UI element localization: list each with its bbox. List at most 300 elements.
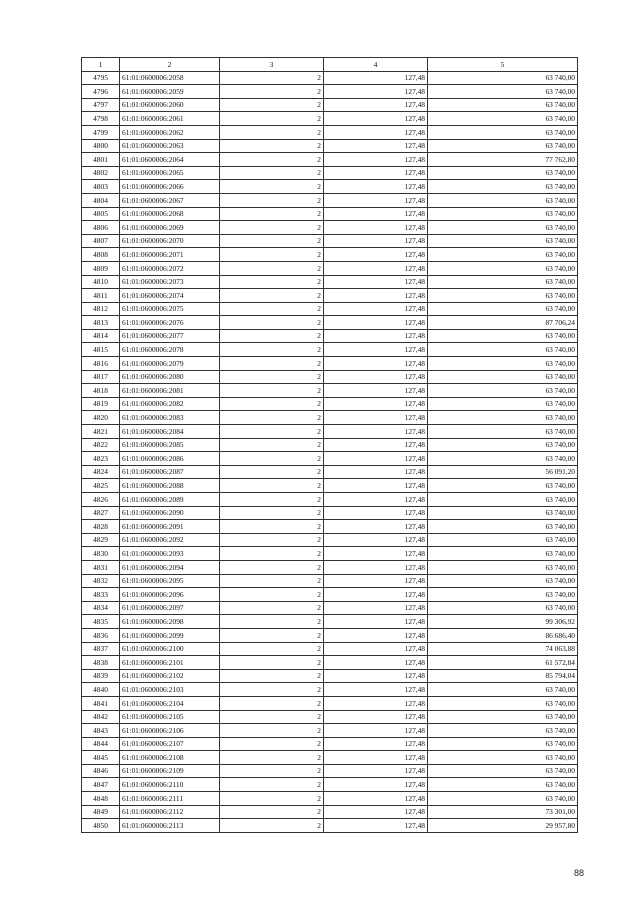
cadastral-number-cell: 61:01:0600006:2069 <box>120 221 220 235</box>
col4-value-cell: 127,48 <box>324 207 428 221</box>
table-row <box>82 411 578 425</box>
cadastral-number-cell: 61:01:0600006:2108 <box>120 751 220 765</box>
col4-value-cell: 127,48 <box>324 669 428 683</box>
amount-cell: 63 740,00 <box>428 71 578 85</box>
col3-value-cell: 2 <box>220 193 324 207</box>
table-row <box>82 724 578 738</box>
col4-value-cell: 127,48 <box>324 302 428 316</box>
row-number-cell: 4809 <box>82 261 120 275</box>
col3-value-cell: 2 <box>220 125 324 139</box>
row-number-cell: 4829 <box>82 533 120 547</box>
col4-value-cell: 127,48 <box>324 452 428 466</box>
row-number-cell: 4797 <box>82 98 120 112</box>
row-number-cell: 4832 <box>82 574 120 588</box>
col4-value-cell: 127,48 <box>324 139 428 153</box>
row-number-cell: 4840 <box>82 683 120 697</box>
col4-value-cell: 127,48 <box>324 737 428 751</box>
row-number-cell: 4847 <box>82 778 120 792</box>
cadastral-number-cell: 61:01:0600006:2064 <box>120 153 220 167</box>
table-row <box>82 166 578 180</box>
col3-value-cell: 2 <box>220 112 324 126</box>
table-row <box>82 656 578 670</box>
col4-value-cell: 127,48 <box>324 751 428 765</box>
column-header-1: 1 <box>82 58 120 72</box>
row-number-cell: 4845 <box>82 751 120 765</box>
amount-cell: 63 740,00 <box>428 452 578 466</box>
col4-value-cell: 127,48 <box>324 628 428 642</box>
amount-cell: 63 740,00 <box>428 574 578 588</box>
header-row <box>82 58 578 72</box>
col4-value-cell: 127,48 <box>324 710 428 724</box>
row-number-cell: 4827 <box>82 506 120 520</box>
col3-value-cell: 2 <box>220 506 324 520</box>
table-row <box>82 778 578 792</box>
col3-value-cell: 2 <box>220 805 324 819</box>
amount-cell: 85 794,04 <box>428 669 578 683</box>
table-row <box>82 696 578 710</box>
table-row <box>82 493 578 507</box>
row-number-cell: 4817 <box>82 370 120 384</box>
amount-cell: 63 740,00 <box>428 343 578 357</box>
amount-cell: 63 740,00 <box>428 710 578 724</box>
row-number-cell: 4815 <box>82 343 120 357</box>
table-row <box>82 669 578 683</box>
col4-value-cell: 127,48 <box>324 588 428 602</box>
row-number-cell: 4843 <box>82 724 120 738</box>
col4-value-cell: 127,48 <box>324 343 428 357</box>
cadastral-number-cell: 61:01:0600006:2065 <box>120 166 220 180</box>
cadastral-number-cell: 61:01:0600006:2106 <box>120 724 220 738</box>
row-number-cell: 4824 <box>82 465 120 479</box>
cadastral-number-cell: 61:01:0600006:2068 <box>120 207 220 221</box>
row-number-cell: 4823 <box>82 452 120 466</box>
cadastral-number-cell: 61:01:0600006:2080 <box>120 370 220 384</box>
cadastral-number-cell: 61:01:0600006:2075 <box>120 302 220 316</box>
table-row <box>82 438 578 452</box>
amount-cell: 63 740,00 <box>428 397 578 411</box>
amount-cell: 63 740,00 <box>428 493 578 507</box>
col3-value-cell: 2 <box>220 778 324 792</box>
col4-value-cell: 127,48 <box>324 615 428 629</box>
col3-value-cell: 2 <box>220 343 324 357</box>
table-body <box>82 71 578 832</box>
col3-value-cell: 2 <box>220 411 324 425</box>
cadastral-number-cell: 61:01:0600006:2079 <box>120 357 220 371</box>
table-row <box>82 642 578 656</box>
amount-cell: 63 740,00 <box>428 248 578 262</box>
amount-cell: 73 301,00 <box>428 805 578 819</box>
table-row <box>82 139 578 153</box>
amount-cell: 63 740,00 <box>428 289 578 303</box>
col4-value-cell: 127,48 <box>324 574 428 588</box>
col4-value-cell: 127,48 <box>324 425 428 439</box>
amount-cell: 63 740,00 <box>428 683 578 697</box>
table-row <box>82 71 578 85</box>
col4-value-cell: 127,48 <box>324 520 428 534</box>
table-row <box>82 506 578 520</box>
col4-value-cell: 127,48 <box>324 560 428 574</box>
column-header-5: 5 <box>428 58 578 72</box>
col3-value-cell: 2 <box>220 438 324 452</box>
amount-cell: 63 740,00 <box>428 520 578 534</box>
col3-value-cell: 2 <box>220 98 324 112</box>
col3-value-cell: 2 <box>220 642 324 656</box>
cadastral-number-cell: 61:01:0600006:2059 <box>120 85 220 99</box>
row-number-cell: 4836 <box>82 628 120 642</box>
col3-value-cell: 2 <box>220 207 324 221</box>
col4-value-cell: 127,48 <box>324 98 428 112</box>
col3-value-cell: 2 <box>220 574 324 588</box>
col3-value-cell: 2 <box>220 588 324 602</box>
row-number-cell: 4808 <box>82 248 120 262</box>
col3-value-cell: 2 <box>220 493 324 507</box>
table-row <box>82 520 578 534</box>
amount-cell: 63 740,00 <box>428 547 578 561</box>
cadastral-number-cell: 61:01:0600006:2071 <box>120 248 220 262</box>
cadastral-number-cell: 61:01:0600006:2088 <box>120 479 220 493</box>
cadastral-number-cell: 61:01:0600006:2091 <box>120 520 220 534</box>
row-number-cell: 4819 <box>82 397 120 411</box>
row-number-cell: 4798 <box>82 112 120 126</box>
row-number-cell: 4812 <box>82 302 120 316</box>
amount-cell: 63 740,00 <box>428 98 578 112</box>
table-row <box>82 180 578 194</box>
col4-value-cell: 127,48 <box>324 819 428 833</box>
amount-cell: 56 091,20 <box>428 465 578 479</box>
col3-value-cell: 2 <box>220 139 324 153</box>
cadastral-number-cell: 61:01:0600006:2100 <box>120 642 220 656</box>
col4-value-cell: 127,48 <box>324 438 428 452</box>
table-row <box>82 112 578 126</box>
col3-value-cell: 2 <box>220 153 324 167</box>
table-row <box>82 588 578 602</box>
amount-cell: 63 740,00 <box>428 261 578 275</box>
col4-value-cell: 127,48 <box>324 764 428 778</box>
table-row <box>82 465 578 479</box>
amount-cell: 63 740,00 <box>428 329 578 343</box>
table-row <box>82 248 578 262</box>
amount-cell: 63 740,00 <box>428 357 578 371</box>
col4-value-cell: 127,48 <box>324 479 428 493</box>
cadastral-number-cell: 61:01:0600006:2078 <box>120 343 220 357</box>
column-header-4: 4 <box>324 58 428 72</box>
col4-value-cell: 127,48 <box>324 234 428 248</box>
table-row <box>82 737 578 751</box>
cadastral-number-cell: 61:01:0600006:2092 <box>120 533 220 547</box>
row-number-cell: 4822 <box>82 438 120 452</box>
col3-value-cell: 2 <box>220 479 324 493</box>
amount-cell: 86 686,40 <box>428 628 578 642</box>
col3-value-cell: 2 <box>220 166 324 180</box>
cadastral-number-cell: 61:01:0600006:2072 <box>120 261 220 275</box>
cadastral-number-cell: 61:01:0600006:2086 <box>120 452 220 466</box>
amount-cell: 63 740,00 <box>428 411 578 425</box>
amount-cell: 77 762,80 <box>428 153 578 167</box>
col4-value-cell: 127,48 <box>324 465 428 479</box>
table-row <box>82 234 578 248</box>
row-number-cell: 4828 <box>82 520 120 534</box>
col3-value-cell: 2 <box>220 628 324 642</box>
cadastral-number-cell: 61:01:0600006:2061 <box>120 112 220 126</box>
cadastral-number-cell: 61:01:0600006:2076 <box>120 316 220 330</box>
col4-value-cell: 127,48 <box>324 248 428 262</box>
amount-cell: 63 740,00 <box>428 139 578 153</box>
col3-value-cell: 2 <box>220 601 324 615</box>
table-row <box>82 710 578 724</box>
amount-cell: 87 706,24 <box>428 316 578 330</box>
row-number-cell: 4804 <box>82 193 120 207</box>
col3-value-cell: 2 <box>220 560 324 574</box>
amount-cell: 63 740,00 <box>428 384 578 398</box>
row-number-cell: 4835 <box>82 615 120 629</box>
col3-value-cell: 2 <box>220 71 324 85</box>
col3-value-cell: 2 <box>220 397 324 411</box>
amount-cell: 63 740,00 <box>428 302 578 316</box>
col3-value-cell: 2 <box>220 180 324 194</box>
row-number-cell: 4849 <box>82 805 120 819</box>
col3-value-cell: 2 <box>220 764 324 778</box>
table-row <box>82 221 578 235</box>
cadastral-number-cell: 61:01:0600006:2111 <box>120 792 220 806</box>
col4-value-cell: 127,48 <box>324 166 428 180</box>
col4-value-cell: 127,48 <box>324 275 428 289</box>
amount-cell: 63 740,00 <box>428 370 578 384</box>
table-row <box>82 153 578 167</box>
row-number-cell: 4833 <box>82 588 120 602</box>
row-number-cell: 4805 <box>82 207 120 221</box>
row-number-cell: 4807 <box>82 234 120 248</box>
cadastral-number-cell: 61:01:0600006:2107 <box>120 737 220 751</box>
col3-value-cell: 2 <box>220 683 324 697</box>
row-number-cell: 4834 <box>82 601 120 615</box>
table-row <box>82 751 578 765</box>
col3-value-cell: 2 <box>220 234 324 248</box>
col3-value-cell: 2 <box>220 819 324 833</box>
page-number: 88 <box>573 868 584 878</box>
amount-cell: 63 740,00 <box>428 737 578 751</box>
col4-value-cell: 127,48 <box>324 792 428 806</box>
cadastral-number-cell: 61:01:0600006:2110 <box>120 778 220 792</box>
col3-value-cell: 2 <box>220 289 324 303</box>
amount-cell: 63 740,00 <box>428 751 578 765</box>
table-row <box>82 357 578 371</box>
table-row <box>82 289 578 303</box>
col4-value-cell: 127,48 <box>324 221 428 235</box>
table-row <box>82 574 578 588</box>
cadastral-number-cell: 61:01:0600006:2083 <box>120 411 220 425</box>
table-row <box>82 370 578 384</box>
col4-value-cell: 127,48 <box>324 547 428 561</box>
col4-value-cell: 127,48 <box>324 384 428 398</box>
table-row <box>82 452 578 466</box>
table-row <box>82 316 578 330</box>
row-number-cell: 4850 <box>82 819 120 833</box>
row-number-cell: 4826 <box>82 493 120 507</box>
row-number-cell: 4810 <box>82 275 120 289</box>
column-header-3: 3 <box>220 58 324 72</box>
col3-value-cell: 2 <box>220 724 324 738</box>
col4-value-cell: 127,48 <box>324 370 428 384</box>
table-row <box>82 85 578 99</box>
table-row <box>82 805 578 819</box>
col3-value-cell: 2 <box>220 615 324 629</box>
amount-cell: 63 740,00 <box>428 588 578 602</box>
row-number-cell: 4842 <box>82 710 120 724</box>
amount-cell: 63 740,00 <box>428 792 578 806</box>
amount-cell: 63 740,00 <box>428 193 578 207</box>
row-number-cell: 4800 <box>82 139 120 153</box>
amount-cell: 63 740,00 <box>428 221 578 235</box>
amount-cell: 29 957,80 <box>428 819 578 833</box>
cadastral-number-cell: 61:01:0600006:2062 <box>120 125 220 139</box>
amount-cell: 61 572,84 <box>428 656 578 670</box>
cadastral-number-cell: 61:01:0600006:2101 <box>120 656 220 670</box>
row-number-cell: 4820 <box>82 411 120 425</box>
col3-value-cell: 2 <box>220 696 324 710</box>
col3-value-cell: 2 <box>220 520 324 534</box>
col4-value-cell: 127,48 <box>324 778 428 792</box>
col4-value-cell: 127,48 <box>324 153 428 167</box>
row-number-cell: 4816 <box>82 357 120 371</box>
cadastral-number-cell: 61:01:0600006:2104 <box>120 696 220 710</box>
cadastral-number-cell: 61:01:0600006:2093 <box>120 547 220 561</box>
col4-value-cell: 127,48 <box>324 125 428 139</box>
cadastral-number-cell: 61:01:0600006:2063 <box>120 139 220 153</box>
table-row <box>82 125 578 139</box>
table-row <box>82 547 578 561</box>
cadastral-number-cell: 61:01:0600006:2073 <box>120 275 220 289</box>
cadastral-number-cell: 61:01:0600006:2070 <box>120 234 220 248</box>
cadastral-number-cell: 61:01:0600006:2082 <box>120 397 220 411</box>
cadastral-number-cell: 61:01:0600006:2066 <box>120 180 220 194</box>
col3-value-cell: 2 <box>220 425 324 439</box>
cadastral-number-cell: 61:01:0600006:2074 <box>120 289 220 303</box>
amount-cell: 63 740,00 <box>428 166 578 180</box>
cadastral-number-cell: 61:01:0600006:2077 <box>120 329 220 343</box>
cadastral-number-cell: 61:01:0600006:2096 <box>120 588 220 602</box>
col3-value-cell: 2 <box>220 533 324 547</box>
amount-cell: 63 740,00 <box>428 724 578 738</box>
table-row <box>82 384 578 398</box>
row-number-cell: 4831 <box>82 560 120 574</box>
amount-cell: 63 740,00 <box>428 778 578 792</box>
col3-value-cell: 2 <box>220 384 324 398</box>
col3-value-cell: 2 <box>220 275 324 289</box>
col4-value-cell: 127,48 <box>324 193 428 207</box>
amount-cell: 74 063,88 <box>428 642 578 656</box>
cadastral-number-cell: 61:01:0600006:2099 <box>120 628 220 642</box>
col4-value-cell: 127,48 <box>324 316 428 330</box>
amount-cell: 63 740,00 <box>428 85 578 99</box>
cadastral-number-cell: 61:01:0600006:2087 <box>120 465 220 479</box>
amount-cell: 63 740,00 <box>428 479 578 493</box>
table-row <box>82 560 578 574</box>
cadastral-number-cell: 61:01:0600006:2103 <box>120 683 220 697</box>
col3-value-cell: 2 <box>220 656 324 670</box>
cadastral-number-cell: 61:01:0600006:2058 <box>120 71 220 85</box>
row-number-cell: 4837 <box>82 642 120 656</box>
col3-value-cell: 2 <box>220 751 324 765</box>
cadastral-number-cell: 61:01:0600006:2098 <box>120 615 220 629</box>
col3-value-cell: 2 <box>220 547 324 561</box>
row-number-cell: 4801 <box>82 153 120 167</box>
amount-cell: 63 740,00 <box>428 438 578 452</box>
cadastral-number-cell: 61:01:0600006:2112 <box>120 805 220 819</box>
table-row <box>82 615 578 629</box>
row-number-cell: 4799 <box>82 125 120 139</box>
row-number-cell: 4844 <box>82 737 120 751</box>
cadastral-number-cell: 61:01:0600006:2094 <box>120 560 220 574</box>
col4-value-cell: 127,48 <box>324 683 428 697</box>
row-number-cell: 4796 <box>82 85 120 99</box>
col4-value-cell: 127,48 <box>324 601 428 615</box>
amount-cell: 63 740,00 <box>428 425 578 439</box>
table-row <box>82 302 578 316</box>
row-number-cell: 4841 <box>82 696 120 710</box>
table-row <box>82 193 578 207</box>
col3-value-cell: 2 <box>220 710 324 724</box>
row-number-cell: 4838 <box>82 656 120 670</box>
column-header-2: 2 <box>120 58 220 72</box>
row-number-cell: 4848 <box>82 792 120 806</box>
cadastral-number-cell: 61:01:0600006:2060 <box>120 98 220 112</box>
col3-value-cell: 2 <box>220 370 324 384</box>
col3-value-cell: 2 <box>220 357 324 371</box>
col4-value-cell: 127,48 <box>324 493 428 507</box>
table-row <box>82 207 578 221</box>
col3-value-cell: 2 <box>220 452 324 466</box>
amount-cell: 63 740,00 <box>428 533 578 547</box>
row-number-cell: 4839 <box>82 669 120 683</box>
table-row <box>82 533 578 547</box>
col3-value-cell: 2 <box>220 261 324 275</box>
amount-cell: 63 740,00 <box>428 696 578 710</box>
row-number-cell: 4825 <box>82 479 120 493</box>
cadastral-number-cell: 61:01:0600006:2081 <box>120 384 220 398</box>
row-number-cell: 4814 <box>82 329 120 343</box>
amount-cell: 63 740,00 <box>428 275 578 289</box>
table-row <box>82 343 578 357</box>
col3-value-cell: 2 <box>220 465 324 479</box>
row-number-cell: 4818 <box>82 384 120 398</box>
table-row <box>82 275 578 289</box>
table-row <box>82 601 578 615</box>
col4-value-cell: 127,48 <box>324 805 428 819</box>
col4-value-cell: 127,48 <box>324 533 428 547</box>
col3-value-cell: 2 <box>220 85 324 99</box>
cadastral-number-cell: 61:01:0600006:2102 <box>120 669 220 683</box>
row-number-cell: 4802 <box>82 166 120 180</box>
cadastral-number-cell: 61:01:0600006:2105 <box>120 710 220 724</box>
row-number-cell: 4846 <box>82 764 120 778</box>
table-row <box>82 819 578 833</box>
cadastral-number-cell: 61:01:0600006:2085 <box>120 438 220 452</box>
row-number-cell: 4803 <box>82 180 120 194</box>
table-row <box>82 425 578 439</box>
row-number-cell: 4811 <box>82 289 120 303</box>
col3-value-cell: 2 <box>220 792 324 806</box>
col3-value-cell: 2 <box>220 737 324 751</box>
row-number-cell: 4795 <box>82 71 120 85</box>
cadastral-number-cell: 61:01:0600006:2109 <box>120 764 220 778</box>
table-row <box>82 98 578 112</box>
col4-value-cell: 127,48 <box>324 506 428 520</box>
col4-value-cell: 127,48 <box>324 724 428 738</box>
table-row <box>82 792 578 806</box>
table-row <box>82 261 578 275</box>
col3-value-cell: 2 <box>220 221 324 235</box>
table-row <box>82 479 578 493</box>
